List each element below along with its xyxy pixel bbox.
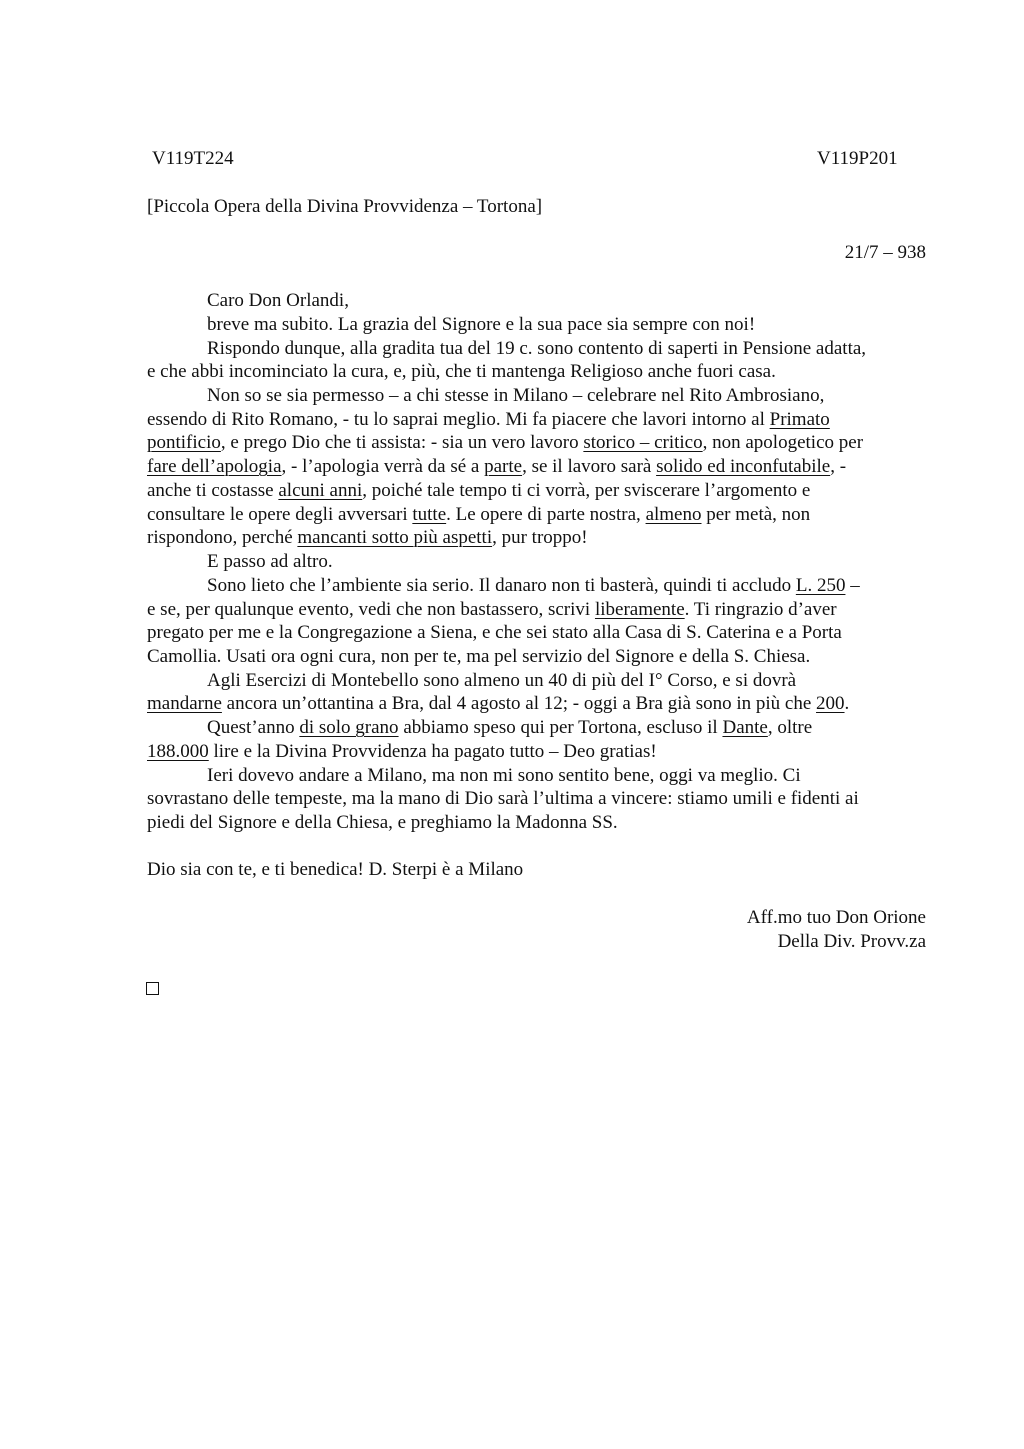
text-line: Rispondo dunque, alla gradita tua del 19 c. sono contento di saperti in Pensione adatta, (207, 338, 867, 359)
document-code-left: V119T224 (152, 148, 234, 169)
salutation: Caro Don Orlandi, (207, 290, 349, 311)
text-run: rispondono, perché (147, 527, 298, 548)
text-run: , oltre (767, 717, 813, 738)
text-run: , poiché tale tempo ti ci vorrà, per sviscerare l’argomento e (362, 480, 811, 501)
text-line (147, 598, 837, 622)
underlined-text: parte (484, 456, 523, 477)
text-line (147, 692, 849, 716)
text-run: Sono lieto che l’ambiente sia serio. Il danaro non ti basterà, quindi ti accludo (207, 575, 796, 596)
text-line: Agli Esercizi di Montebello sono almeno un 40 di più del I° Corso, e si dovrà (207, 670, 797, 691)
underlined-text: alcuni anni (278, 480, 363, 501)
text-line (147, 408, 830, 432)
text-run: , - l’apologia verrà da sé a (281, 456, 485, 477)
text-run: , se il lavoro sarà (522, 456, 657, 477)
text-line (207, 574, 860, 598)
underlined-text: Dante (722, 717, 768, 738)
institution-heading: [Piccola Opera della Divina Provvidenza – Tortona] (147, 196, 543, 217)
text-run: , non apologetico per (702, 432, 864, 453)
underlined-text: 188.000 (147, 741, 209, 762)
text-line (147, 503, 810, 527)
text-run: anche ti costasse (147, 480, 279, 501)
text-line: sovrastano delle tempeste, ma la mano di Dio sarà l’ultima a vincere: stiamo umili e fidenti ai (147, 788, 859, 809)
text-line: piedi del Signore e della Chiesa, e preghiamo la Madonna SS. (147, 812, 618, 833)
underlined-text: solido ed inconfutabile (656, 456, 831, 477)
closing-blessing: Dio sia con te, e ti benedica! D. Sterpi è a Milano (147, 859, 524, 880)
text-line (147, 479, 810, 503)
text-line: E passo ad altro. (207, 551, 333, 572)
checkbox-icon (146, 982, 159, 995)
text-line (207, 716, 812, 740)
text-run: e se, per qualunque evento, vedi che non bastassero, scrivi (147, 599, 595, 620)
text-run: , - (830, 456, 847, 477)
text-run: . (844, 693, 850, 714)
underlined-text: mandarne (147, 693, 222, 714)
underlined-text: mancanti sotto più aspetti (297, 527, 493, 548)
text-run: , e prego Dio che ti assista: - sia un vero lavoro (220, 432, 584, 453)
text-line: Non so se sia permesso – a chi stesse in Milano – celebrare nel Rito Ambrosiano, (207, 385, 825, 406)
text-run: per metà, non (701, 504, 811, 525)
text-run: essendo di Rito Romano, - tu lo saprai meglio. Mi fa piacere che lavori intorno al (147, 409, 770, 430)
text-line: Camollia. Usati ora ogni cura, non per te, ma pel servizio del Signore e della S. Chiesa. (147, 646, 811, 667)
underlined-text: almeno (645, 504, 702, 525)
text-line (147, 740, 657, 764)
underlined-text: tutte (412, 504, 447, 525)
text-run: Quest’anno (207, 717, 300, 738)
text-line: Ieri dovevo andare a Milano, ma non mi sono sentito bene, oggi va meglio. Ci (207, 765, 801, 786)
text-run: ancora un’ottantina a Bra, dal 4 agosto al 12; - oggi a Bra già sono in più che (221, 693, 817, 714)
text-run: , pur troppo! (492, 527, 588, 548)
text-run: . Le opere di parte nostra, (446, 504, 646, 525)
underlined-text: 200 (816, 693, 845, 714)
underlined-text: Primato (769, 409, 830, 430)
underlined-text: L. 250 (795, 575, 846, 596)
text-run: abbiamo speso qui per Tortona, escluso il (398, 717, 723, 738)
underlined-text: pontificio (147, 432, 221, 453)
text-line: e che abbi incominciato la cura, e, più, che ti mantenga Religioso anche fuori casa. (147, 361, 776, 382)
underlined-text: storico – critico (583, 432, 703, 453)
text-line (147, 526, 588, 550)
text-line (147, 431, 863, 455)
letter-date: 21/7 – 938 (844, 242, 926, 263)
underlined-text: liberamente (594, 599, 685, 620)
signature-line-2: Della Div. Provv.za (777, 931, 926, 952)
text-line: pregato per me e la Congregazione a Siena, e che sei stato alla Casa di S. Caterina e a Porta (147, 622, 842, 643)
text-line: breve ma subito. La grazia del Signore e la sua pace sia sempre con noi! (207, 314, 756, 335)
document-code-right: V119P201 (817, 148, 898, 169)
text-run: lire e la Divina Provvidenza ha pagato tutto – Deo gratias! (208, 741, 657, 762)
underlined-text: fare dell’apologia (147, 456, 282, 477)
underlined-text: di solo grano (299, 717, 399, 738)
text-run: . Ti ringrazio d’aver (684, 599, 837, 620)
text-run: consultare le opere degli avversari (147, 504, 413, 525)
text-run: – (845, 575, 860, 596)
signature-line-1: Aff.mo tuo Don Orione (746, 907, 926, 928)
text-line (147, 455, 846, 479)
